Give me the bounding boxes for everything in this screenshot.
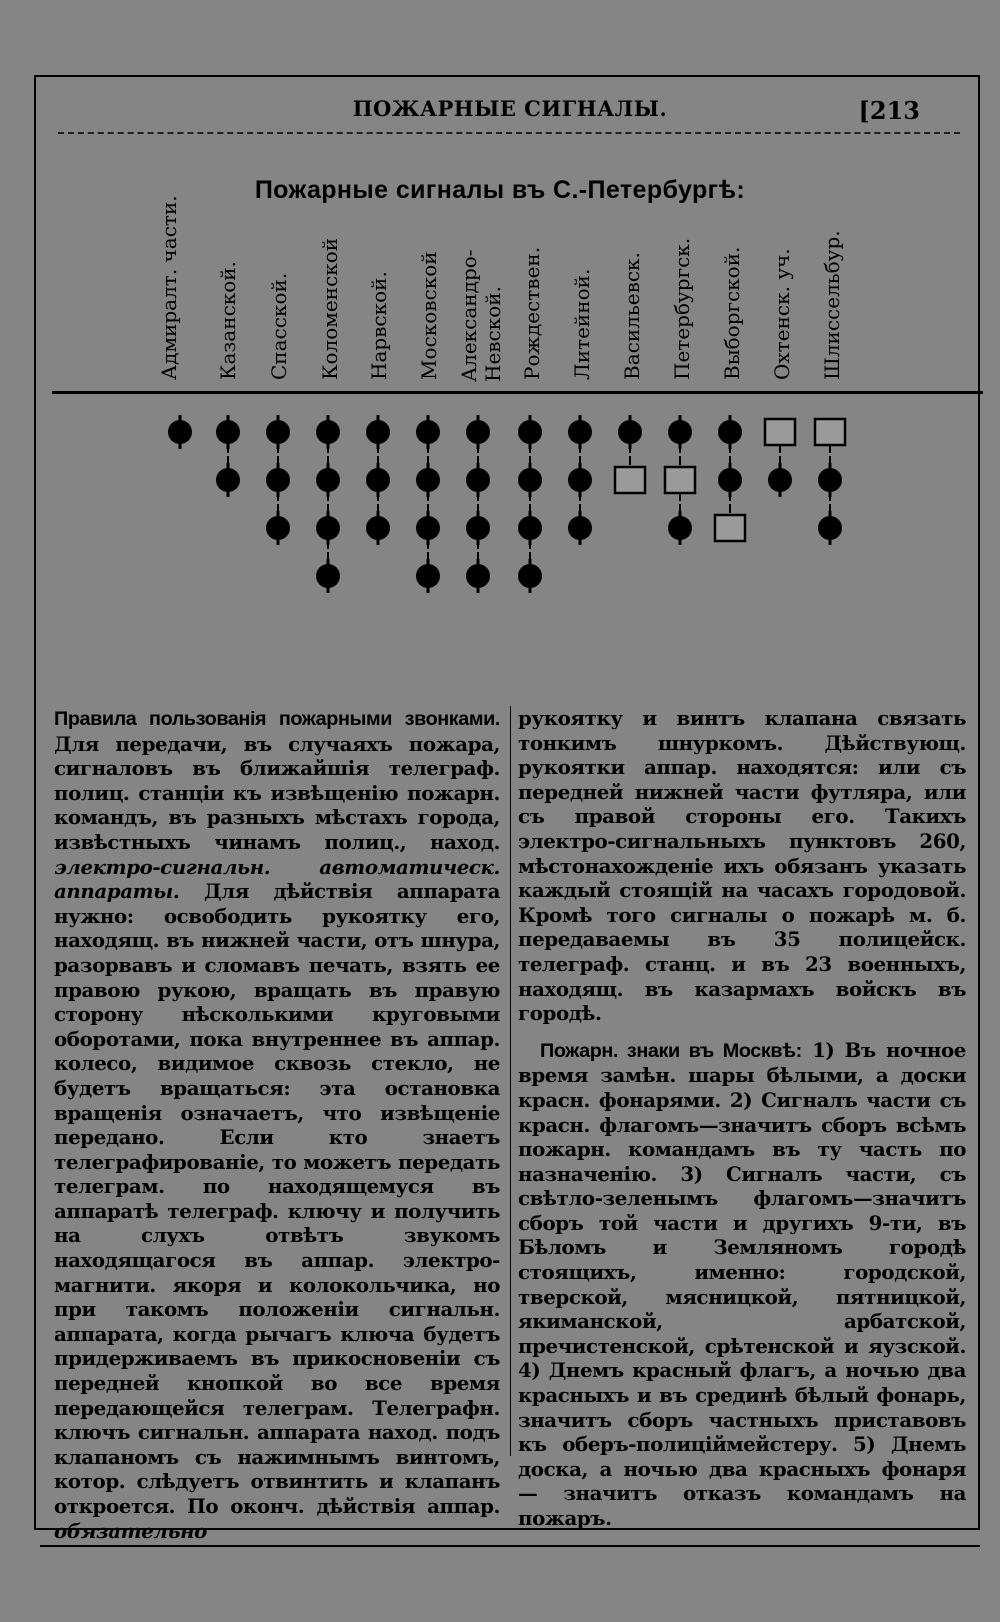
signal-column	[216, 415, 240, 497]
signal-column	[715, 415, 745, 541]
column-label: Казанской.	[216, 261, 240, 380]
page-number: [213	[858, 96, 920, 125]
moscow-heading: Пожарн. знаки въ Москвѣ:	[540, 1039, 802, 1062]
column-label: Адмиралт. части.	[157, 195, 181, 380]
signal-column	[765, 419, 795, 497]
signal-column	[416, 415, 440, 593]
signal-column	[366, 415, 390, 545]
column-label: Рождествен.	[520, 246, 544, 380]
header-rule	[58, 132, 960, 134]
rules-text-continued: Для дѣйствія аппарата нужно: освободить рукоятку его, находящ. въ нижней части, отъ шнура, разорвавъ и сломавъ печать, взять ее правою рукою, вращать въ правую сторону нѣсколькими круговыми оборотами, пока внутреннее въ аппар. колесо, видимое сквозь стекло, не будетъ вращаться: эта остановка вращенія означаетъ, что извѣщеніе передано. Если кто знаетъ телеграфированіе, то можетъ передать телеграм. по находящемуся въ аппаратѣ телеграф. ключу и получить на слухъ отвѣтъ звукомъ находящагося въ аппар. электро-магнити. якоря и колокольчика, но при такомъ положеніи сигнальн. аппарата, когда рычагъ ключа будетъ придерживаемъ въ прикосновеніи съ передней кнопкой во все время передающейся телеграм. Телеграфн. ключъ сигнальн. аппарата наход. подъ клапаномъ съ нажимнымъ винтомъ, котор. слѣдуетъ отвинтить и клапанъ откроется. По оконч. дѣйствія аппар.	[54, 879, 500, 1518]
signal-board	[715, 515, 745, 541]
column-label: Васильевск.	[620, 252, 644, 380]
signal-column	[168, 415, 192, 449]
signal-column	[316, 415, 340, 593]
signal-diagram	[0, 400, 1000, 690]
signal-column	[815, 419, 845, 545]
signal-column	[518, 415, 542, 593]
column-label: Московской	[417, 251, 441, 380]
signal-board	[665, 467, 695, 493]
column-label: Литейной.	[570, 268, 594, 380]
column-label: Спасской.	[267, 272, 291, 380]
signal-board	[615, 467, 645, 493]
bottom-rule	[40, 1545, 980, 1547]
rules-italic-end: обязательно	[54, 1518, 207, 1543]
rules-italic: электро-сигнальн. автоматическ. аппараты.	[54, 854, 500, 904]
signal-board	[765, 419, 795, 445]
table-title: Пожарные сигналы въ С.-Петербургѣ:	[254, 176, 746, 204]
signal-column	[568, 415, 592, 545]
right-column	[518, 706, 966, 1531]
rules-paragraph	[54, 706, 500, 1543]
column-label: Петербургск.	[670, 237, 694, 380]
rules-continuation: рукоятку и винтъ клапана связать тонкимъ шнуркомъ. Дѣйствующ. рукоятки аппар. находятся: или съ передней нижней части футляра, или съ правой стороны его. Такихъ электро-сигнальныхъ пунктовъ 260, мѣстонахожденіе ихъ обязанъ указать каждый стоящій на часахъ городовой. Кромѣ того сигналы о пожарѣ м. б. передаваемы въ 35 полицейск. телеграф. станц. и въ 23 военныхъ, находящ. въ казармахъ войскъ въ городѣ.	[518, 706, 966, 1026]
text-columns	[54, 706, 968, 1543]
signal-column	[266, 415, 290, 545]
rules-heading: Правила пользованія пожарными звонками.	[54, 708, 500, 730]
column-label: Шлиссельбур.	[820, 230, 844, 380]
running-head: ПОЖАРНЫЕ СИГНАЛЫ.	[352, 96, 668, 121]
column-label: Александро-Невской.	[457, 249, 505, 382]
left-column	[54, 706, 500, 1543]
signal-board	[815, 419, 845, 445]
column-label: Коломенской	[318, 237, 342, 380]
table-rule	[52, 391, 983, 394]
signal-column	[615, 415, 645, 493]
column-label: Выборгской.	[720, 246, 744, 380]
column-label: Охтенск. уч.	[770, 248, 794, 380]
moscow-text: 1) Въ ночное время замѣн. шары бѣлыми, а доски красн. фонарями. 2) Сигналъ части съ красн. флагомъ—значитъ сборъ всѣмъ пожарн. командамъ въ ту часть по назначенію. 3) Сигналъ части, съ свѣтло-зеленымъ флагомъ—значитъ сборъ той части и другихъ 9-ти, въ Бѣломъ и Земляномъ городѣ стоящихъ, именно: городской, тверской, мясницкой, пятницкой, якиманской, арбатской, пречистенской, срѣтенской и яузской. 4) Днемъ красный флагъ, а ночью два красныхъ и въ срединѣ бѣлый фонарь, значитъ сборъ частныхъ приставовъ къ оберъ-полицiймейстеру. 5) Днемъ доска, а ночью два красныхъ фонаря — значитъ отказъ командамъ на пожаръ.	[518, 1037, 966, 1530]
signal-column	[665, 415, 695, 545]
column-label: Нарвской.	[367, 271, 391, 380]
rules-text: Для передачи, въ случаяхъ пожара, сигналовъ въ ближайшія телеграф. полиц. станціи къ извѣщенію пожарн. командъ, въ разныхъ мѣстахъ города, извѣстныхъ чинамъ полиц., наход.	[54, 731, 500, 854]
signal-column	[466, 415, 490, 593]
moscow-paragraph	[518, 1038, 966, 1531]
